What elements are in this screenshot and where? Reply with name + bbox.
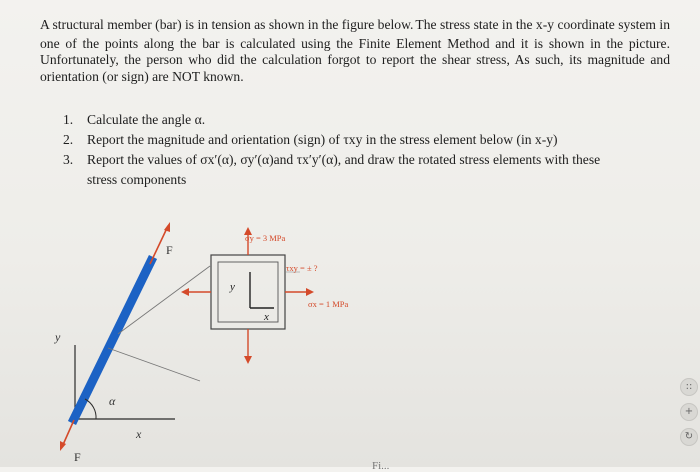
stress-element — [181, 227, 314, 364]
element-outer-square — [211, 255, 285, 329]
problem-text-part2: The stress state in the x-y coordinate system in one of the points along the bar is calculated using the Finite Element Method and it is shown in the picture. Unfortunately, the person who did the calculation forgot to report the shear stress, As such, its magnitude and orientation (or sign) are NOT known. — [40, 17, 670, 84]
task-text: Calculate the angle α. — [87, 112, 206, 127]
figure-caption-fragment: Fi... — [372, 460, 390, 472]
side-rotate-button[interactable]: ↻ — [680, 428, 698, 446]
angle-label: α — [109, 394, 116, 408]
side-grip-button[interactable]: :: — [680, 378, 698, 396]
side-add-button[interactable]: + — [680, 403, 698, 421]
element-axis-y-label: y — [230, 281, 235, 293]
sigma-x-label: σx = 1 MPa — [308, 299, 349, 309]
bar-axis-x-label: x — [136, 427, 142, 441]
task-text: Report the magnitude and orientation (sign) of τxy in the stress element below (in x-y) — [87, 132, 558, 147]
guide-line-lower — [108, 348, 200, 381]
problem-text-part1: A structural member (bar) is in tension as shown in the figure below. — [40, 17, 414, 32]
sigma-x-arrowhead-right — [306, 288, 314, 296]
task-item-3-continuation: stress components — [87, 172, 187, 187]
element-axis-x-label: x — [264, 311, 269, 323]
sigma-y-label: σy = 3 MPa — [245, 233, 286, 243]
sigma-x-arrowhead-left — [181, 288, 189, 296]
force-top-arrowhead — [164, 222, 170, 232]
force-bottom-arrowhead — [60, 441, 66, 451]
bar-diagram — [60, 222, 210, 451]
tau-xy-label: τxy = ± ? — [286, 263, 318, 273]
task-number: 1. — [63, 112, 74, 127]
bar-axis-y-label: y — [55, 330, 61, 344]
task-number: 3. — [63, 152, 74, 167]
force-bottom-label: F — [74, 450, 81, 464]
sigma-y-arrowhead-bottom — [244, 356, 252, 364]
element-inner-square — [218, 262, 278, 322]
task-text: Report the values of σx′(α), σy′(α)and τx′y′(α), and draw the rotated stress elements with these — [87, 152, 601, 167]
force-top-label: F — [166, 243, 173, 257]
task-number: 2. — [63, 132, 74, 147]
